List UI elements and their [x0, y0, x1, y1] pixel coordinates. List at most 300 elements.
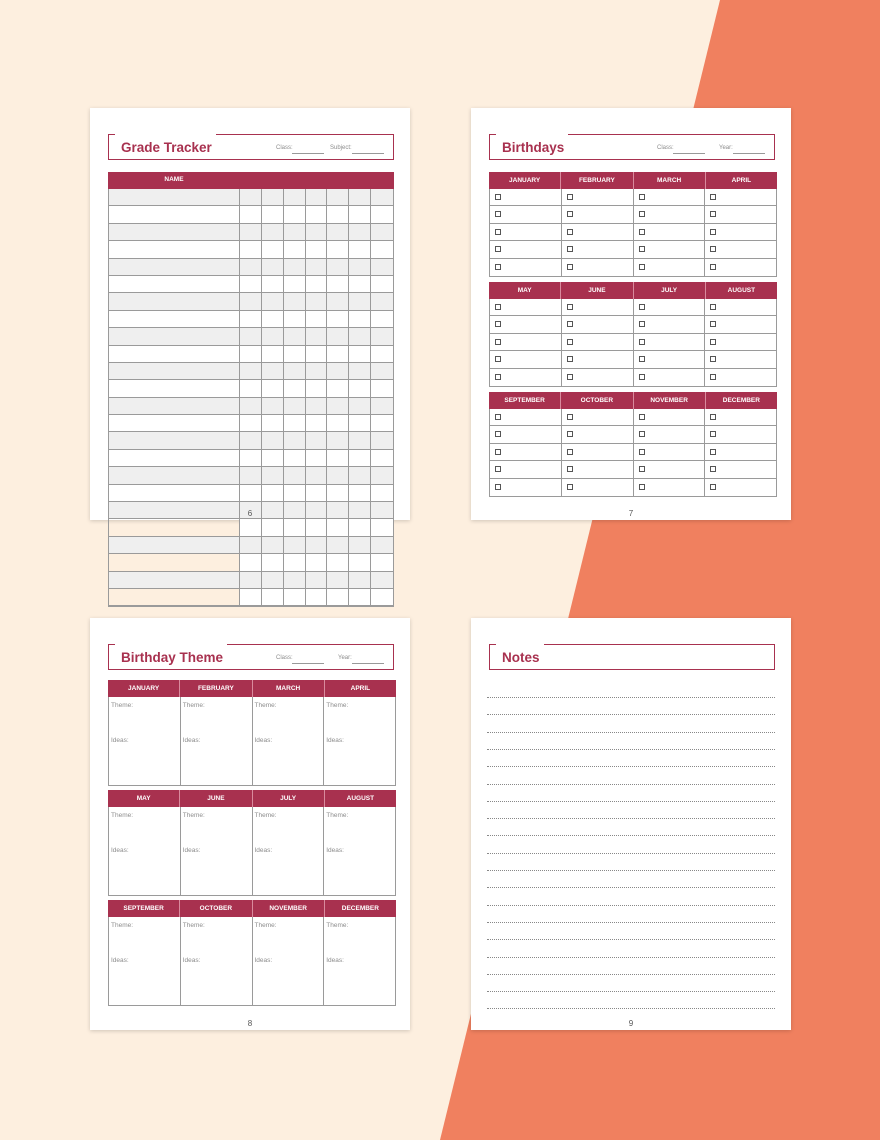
grade-cell[interactable] — [327, 189, 349, 205]
checkbox[interactable] — [639, 211, 645, 217]
grade-cell[interactable] — [371, 415, 393, 431]
grade-cell[interactable] — [371, 589, 393, 605]
checkbox[interactable] — [495, 264, 501, 270]
birthday-entry[interactable] — [562, 241, 633, 258]
grade-cell[interactable] — [349, 346, 371, 362]
grade-cell[interactable] — [349, 398, 371, 414]
checkbox[interactable] — [710, 264, 716, 270]
name-cell[interactable] — [109, 415, 240, 431]
checkbox[interactable] — [639, 414, 645, 420]
grade-cell[interactable] — [327, 537, 349, 553]
birthday-entry[interactable] — [562, 334, 633, 351]
name-cell[interactable] — [109, 450, 240, 466]
birthday-entry[interactable] — [634, 299, 705, 316]
grade-cell[interactable] — [327, 293, 349, 309]
grade-cell[interactable] — [284, 206, 306, 222]
grade-cell[interactable] — [306, 380, 328, 396]
checkbox[interactable] — [710, 304, 716, 310]
birthday-entry[interactable] — [705, 299, 776, 316]
note-line[interactable] — [487, 697, 775, 698]
checkbox[interactable] — [567, 229, 573, 235]
note-line[interactable] — [487, 957, 775, 958]
grade-cell[interactable] — [240, 328, 262, 344]
theme-cell[interactable] — [253, 917, 325, 1005]
grade-cell[interactable] — [262, 537, 284, 553]
grade-cell[interactable] — [284, 450, 306, 466]
name-cell[interactable] — [109, 554, 240, 570]
grade-cell[interactable] — [284, 432, 306, 448]
grade-cell[interactable] — [327, 554, 349, 570]
grade-cell[interactable] — [284, 328, 306, 344]
checkbox[interactable] — [639, 246, 645, 252]
grade-cell[interactable] — [240, 380, 262, 396]
class-line[interactable] — [292, 663, 324, 664]
grade-cell[interactable] — [371, 224, 393, 240]
checkbox[interactable] — [710, 356, 716, 362]
checkbox[interactable] — [495, 484, 501, 490]
grade-cell[interactable] — [262, 519, 284, 535]
grade-cell[interactable] — [284, 241, 306, 257]
birthday-entry[interactable] — [562, 299, 633, 316]
grade-cell[interactable] — [349, 293, 371, 309]
birthday-entry[interactable] — [705, 351, 776, 368]
grade-cell[interactable] — [371, 328, 393, 344]
grade-cell[interactable] — [240, 519, 262, 535]
birthday-entry[interactable] — [490, 461, 561, 478]
checkbox[interactable] — [567, 321, 573, 327]
birthday-entry[interactable] — [562, 351, 633, 368]
grade-cell[interactable] — [371, 241, 393, 257]
grade-cell[interactable] — [284, 537, 306, 553]
grade-cell[interactable] — [349, 206, 371, 222]
grade-cell[interactable] — [262, 432, 284, 448]
checkbox[interactable] — [710, 339, 716, 345]
grade-cell[interactable] — [240, 363, 262, 379]
checkbox[interactable] — [639, 194, 645, 200]
checkbox[interactable] — [639, 431, 645, 437]
birthday-entry[interactable] — [705, 461, 776, 478]
grade-cell[interactable] — [306, 485, 328, 501]
note-line[interactable] — [487, 784, 775, 785]
checkbox[interactable] — [495, 194, 501, 200]
checkbox[interactable] — [567, 211, 573, 217]
checkbox[interactable] — [495, 304, 501, 310]
checkbox[interactable] — [495, 374, 501, 380]
birthday-entry[interactable] — [634, 189, 705, 206]
grade-cell[interactable] — [371, 206, 393, 222]
birthday-entry[interactable] — [562, 426, 633, 443]
grade-cell[interactable] — [306, 224, 328, 240]
grade-cell[interactable] — [240, 450, 262, 466]
birthday-entry[interactable] — [634, 334, 705, 351]
checkbox[interactable] — [495, 229, 501, 235]
subject-line[interactable] — [352, 153, 384, 154]
grade-cell[interactable] — [371, 554, 393, 570]
checkbox[interactable] — [567, 246, 573, 252]
grade-cell[interactable] — [327, 450, 349, 466]
birthday-entry[interactable] — [705, 189, 776, 206]
birthday-entry[interactable] — [705, 334, 776, 351]
note-line[interactable] — [487, 732, 775, 733]
grade-cell[interactable] — [240, 537, 262, 553]
grade-cell[interactable] — [262, 450, 284, 466]
grade-cell[interactable] — [371, 485, 393, 501]
grade-cell[interactable] — [306, 398, 328, 414]
checkbox[interactable] — [710, 321, 716, 327]
checkbox[interactable] — [710, 229, 716, 235]
birthday-entry[interactable] — [562, 259, 633, 276]
theme-cell[interactable] — [109, 917, 181, 1005]
grade-cell[interactable] — [262, 415, 284, 431]
grade-cell[interactable] — [327, 589, 349, 605]
name-cell[interactable] — [109, 380, 240, 396]
grade-cell[interactable] — [306, 363, 328, 379]
theme-cell[interactable] — [181, 807, 253, 895]
grade-cell[interactable] — [284, 189, 306, 205]
checkbox[interactable] — [710, 431, 716, 437]
grade-cell[interactable] — [327, 259, 349, 275]
grade-cell[interactable] — [240, 432, 262, 448]
grade-cell[interactable] — [306, 572, 328, 588]
grade-cell[interactable] — [371, 380, 393, 396]
grade-cell[interactable] — [262, 485, 284, 501]
note-line[interactable] — [487, 887, 775, 888]
birthday-entry[interactable] — [562, 409, 633, 426]
name-cell[interactable] — [109, 206, 240, 222]
note-line[interactable] — [487, 835, 775, 836]
checkbox[interactable] — [567, 304, 573, 310]
name-cell[interactable] — [109, 537, 240, 553]
grade-cell[interactable] — [306, 589, 328, 605]
theme-cell[interactable] — [253, 807, 325, 895]
grade-cell[interactable] — [349, 572, 371, 588]
checkbox[interactable] — [495, 246, 501, 252]
grade-cell[interactable] — [284, 293, 306, 309]
checkbox[interactable] — [639, 449, 645, 455]
grade-cell[interactable] — [327, 206, 349, 222]
birthday-entry[interactable] — [705, 444, 776, 461]
grade-cell[interactable] — [327, 311, 349, 327]
grade-cell[interactable] — [240, 241, 262, 257]
name-cell[interactable] — [109, 241, 240, 257]
birthday-entry[interactable] — [490, 369, 561, 386]
grade-cell[interactable] — [284, 363, 306, 379]
birthday-entry[interactable] — [490, 241, 561, 258]
grade-cell[interactable] — [371, 398, 393, 414]
grade-cell[interactable] — [349, 450, 371, 466]
grade-cell[interactable] — [306, 432, 328, 448]
grade-cell[interactable] — [262, 554, 284, 570]
grade-cell[interactable] — [284, 589, 306, 605]
birthday-entry[interactable] — [634, 409, 705, 426]
grade-cell[interactable] — [284, 485, 306, 501]
grade-cell[interactable] — [284, 276, 306, 292]
birthday-entry[interactable] — [562, 444, 633, 461]
grade-cell[interactable] — [327, 415, 349, 431]
name-cell[interactable] — [109, 572, 240, 588]
birthday-entry[interactable] — [634, 479, 705, 496]
grade-cell[interactable] — [371, 276, 393, 292]
birthday-entry[interactable] — [490, 259, 561, 276]
birthday-entry[interactable] — [562, 224, 633, 241]
name-cell[interactable] — [109, 189, 240, 205]
grade-cell[interactable] — [349, 554, 371, 570]
checkbox[interactable] — [710, 194, 716, 200]
grade-cell[interactable] — [306, 450, 328, 466]
birthday-entry[interactable] — [705, 259, 776, 276]
grade-cell[interactable] — [371, 537, 393, 553]
grade-cell[interactable] — [306, 189, 328, 205]
grade-cell[interactable] — [349, 485, 371, 501]
checkbox[interactable] — [495, 321, 501, 327]
checkbox[interactable] — [567, 194, 573, 200]
theme-cell[interactable] — [324, 697, 395, 785]
grade-cell[interactable] — [306, 206, 328, 222]
birthday-entry[interactable] — [634, 316, 705, 333]
grade-cell[interactable] — [262, 328, 284, 344]
birthday-entry[interactable] — [490, 426, 561, 443]
grade-cell[interactable] — [327, 467, 349, 483]
birthday-entry[interactable] — [705, 316, 776, 333]
birthday-entry[interactable] — [562, 369, 633, 386]
birthday-entry[interactable] — [562, 479, 633, 496]
birthday-entry[interactable] — [562, 189, 633, 206]
note-line[interactable] — [487, 870, 775, 871]
birthday-entry[interactable] — [705, 224, 776, 241]
grade-cell[interactable] — [284, 380, 306, 396]
note-line[interactable] — [487, 1008, 775, 1009]
name-cell[interactable] — [109, 467, 240, 483]
birthday-entry[interactable] — [490, 334, 561, 351]
note-line[interactable] — [487, 801, 775, 802]
grade-cell[interactable] — [349, 467, 371, 483]
grade-cell[interactable] — [240, 259, 262, 275]
birthday-entry[interactable] — [490, 351, 561, 368]
checkbox[interactable] — [567, 356, 573, 362]
checkbox[interactable] — [495, 414, 501, 420]
checkbox[interactable] — [495, 431, 501, 437]
grade-cell[interactable] — [327, 432, 349, 448]
checkbox[interactable] — [567, 484, 573, 490]
checkbox[interactable] — [639, 484, 645, 490]
checkbox[interactable] — [639, 466, 645, 472]
name-cell[interactable] — [109, 485, 240, 501]
grade-cell[interactable] — [349, 589, 371, 605]
grade-cell[interactable] — [262, 380, 284, 396]
note-line[interactable] — [487, 818, 775, 819]
birthday-entry[interactable] — [705, 241, 776, 258]
grade-cell[interactable] — [262, 363, 284, 379]
checkbox[interactable] — [639, 264, 645, 270]
checkbox[interactable] — [567, 264, 573, 270]
grade-cell[interactable] — [262, 259, 284, 275]
year-line[interactable] — [352, 663, 384, 664]
grade-cell[interactable] — [262, 398, 284, 414]
birthday-entry[interactable] — [490, 409, 561, 426]
theme-cell[interactable] — [109, 697, 181, 785]
name-cell[interactable] — [109, 311, 240, 327]
grade-cell[interactable] — [262, 206, 284, 222]
grade-cell[interactable] — [349, 519, 371, 535]
checkbox[interactable] — [495, 211, 501, 217]
checkbox[interactable] — [567, 374, 573, 380]
checkbox[interactable] — [567, 339, 573, 345]
birthday-entry[interactable] — [634, 241, 705, 258]
checkbox[interactable] — [710, 414, 716, 420]
grade-cell[interactable] — [306, 328, 328, 344]
birthday-entry[interactable] — [634, 206, 705, 223]
grade-cell[interactable] — [371, 519, 393, 535]
name-cell[interactable] — [109, 432, 240, 448]
birthday-entry[interactable] — [490, 189, 561, 206]
grade-cell[interactable] — [240, 346, 262, 362]
grade-cell[interactable] — [327, 224, 349, 240]
theme-cell[interactable] — [181, 697, 253, 785]
name-cell[interactable] — [109, 276, 240, 292]
grade-cell[interactable] — [349, 380, 371, 396]
grade-cell[interactable] — [306, 311, 328, 327]
name-cell[interactable] — [109, 346, 240, 362]
checkbox[interactable] — [567, 431, 573, 437]
grade-cell[interactable] — [306, 259, 328, 275]
grade-cell[interactable] — [327, 276, 349, 292]
grade-cell[interactable] — [327, 398, 349, 414]
note-line[interactable] — [487, 974, 775, 975]
grade-cell[interactable] — [262, 589, 284, 605]
grade-cell[interactable] — [240, 554, 262, 570]
theme-cell[interactable] — [324, 917, 395, 1005]
grade-cell[interactable] — [349, 259, 371, 275]
grade-cell[interactable] — [349, 432, 371, 448]
checkbox[interactable] — [639, 321, 645, 327]
grade-cell[interactable] — [240, 206, 262, 222]
grade-cell[interactable] — [306, 415, 328, 431]
checkbox[interactable] — [710, 484, 716, 490]
theme-cell[interactable] — [109, 807, 181, 895]
birthday-entry[interactable] — [490, 224, 561, 241]
birthday-entry[interactable] — [634, 444, 705, 461]
grade-cell[interactable] — [240, 276, 262, 292]
birthday-entry[interactable] — [634, 426, 705, 443]
grade-cell[interactable] — [306, 293, 328, 309]
grade-cell[interactable] — [371, 293, 393, 309]
grade-cell[interactable] — [371, 432, 393, 448]
birthday-entry[interactable] — [562, 461, 633, 478]
checkbox[interactable] — [639, 374, 645, 380]
grade-cell[interactable] — [349, 328, 371, 344]
name-cell[interactable] — [109, 519, 240, 535]
grade-cell[interactable] — [240, 572, 262, 588]
grade-cell[interactable] — [349, 537, 371, 553]
grade-cell[interactable] — [327, 346, 349, 362]
grade-cell[interactable] — [306, 346, 328, 362]
checkbox[interactable] — [710, 449, 716, 455]
note-line[interactable] — [487, 939, 775, 940]
note-line[interactable] — [487, 922, 775, 923]
note-line[interactable] — [487, 991, 775, 992]
grade-cell[interactable] — [306, 554, 328, 570]
grade-cell[interactable] — [327, 241, 349, 257]
name-cell[interactable] — [109, 224, 240, 240]
grade-cell[interactable] — [371, 467, 393, 483]
checkbox[interactable] — [639, 229, 645, 235]
grade-cell[interactable] — [327, 572, 349, 588]
grade-cell[interactable] — [306, 276, 328, 292]
grade-cell[interactable] — [349, 363, 371, 379]
grade-cell[interactable] — [262, 293, 284, 309]
checkbox[interactable] — [495, 449, 501, 455]
name-cell[interactable] — [109, 293, 240, 309]
grade-cell[interactable] — [349, 415, 371, 431]
grade-cell[interactable] — [284, 398, 306, 414]
grade-cell[interactable] — [240, 485, 262, 501]
grade-cell[interactable] — [327, 519, 349, 535]
note-line[interactable] — [487, 853, 775, 854]
theme-cell[interactable] — [253, 697, 325, 785]
grade-cell[interactable] — [240, 415, 262, 431]
grade-cell[interactable] — [240, 311, 262, 327]
grade-cell[interactable] — [284, 415, 306, 431]
name-cell[interactable] — [109, 259, 240, 275]
grade-cell[interactable] — [306, 467, 328, 483]
grade-cell[interactable] — [306, 537, 328, 553]
checkbox[interactable] — [567, 414, 573, 420]
grade-cell[interactable] — [284, 554, 306, 570]
birthday-entry[interactable] — [634, 461, 705, 478]
grade-cell[interactable] — [262, 224, 284, 240]
grade-cell[interactable] — [371, 346, 393, 362]
checkbox[interactable] — [495, 466, 501, 472]
checkbox[interactable] — [710, 374, 716, 380]
checkbox[interactable] — [495, 356, 501, 362]
grade-cell[interactable] — [284, 572, 306, 588]
birthday-entry[interactable] — [490, 206, 561, 223]
note-line[interactable] — [487, 749, 775, 750]
grade-cell[interactable] — [240, 398, 262, 414]
grade-cell[interactable] — [349, 276, 371, 292]
grade-cell[interactable] — [349, 311, 371, 327]
grade-cell[interactable] — [371, 311, 393, 327]
checkbox[interactable] — [710, 246, 716, 252]
birthday-entry[interactable] — [490, 299, 561, 316]
grade-cell[interactable] — [240, 589, 262, 605]
checkbox[interactable] — [495, 339, 501, 345]
grade-cell[interactable] — [284, 346, 306, 362]
year-line[interactable] — [733, 153, 765, 154]
grade-cell[interactable] — [284, 467, 306, 483]
name-cell[interactable] — [109, 589, 240, 605]
grade-cell[interactable] — [371, 450, 393, 466]
birthday-entry[interactable] — [562, 206, 633, 223]
checkbox[interactable] — [567, 466, 573, 472]
birthday-entry[interactable] — [634, 259, 705, 276]
grade-cell[interactable] — [262, 276, 284, 292]
checkbox[interactable] — [639, 304, 645, 310]
grade-cell[interactable] — [284, 519, 306, 535]
class-line[interactable] — [673, 153, 705, 154]
grade-cell[interactable] — [327, 328, 349, 344]
birthday-entry[interactable] — [634, 224, 705, 241]
theme-cell[interactable] — [181, 917, 253, 1005]
grade-cell[interactable] — [349, 189, 371, 205]
checkbox[interactable] — [567, 449, 573, 455]
grade-cell[interactable] — [262, 189, 284, 205]
grade-cell[interactable] — [349, 241, 371, 257]
checkbox[interactable] — [710, 466, 716, 472]
checkbox[interactable] — [710, 211, 716, 217]
grade-cell[interactable] — [349, 224, 371, 240]
birthday-entry[interactable] — [490, 444, 561, 461]
